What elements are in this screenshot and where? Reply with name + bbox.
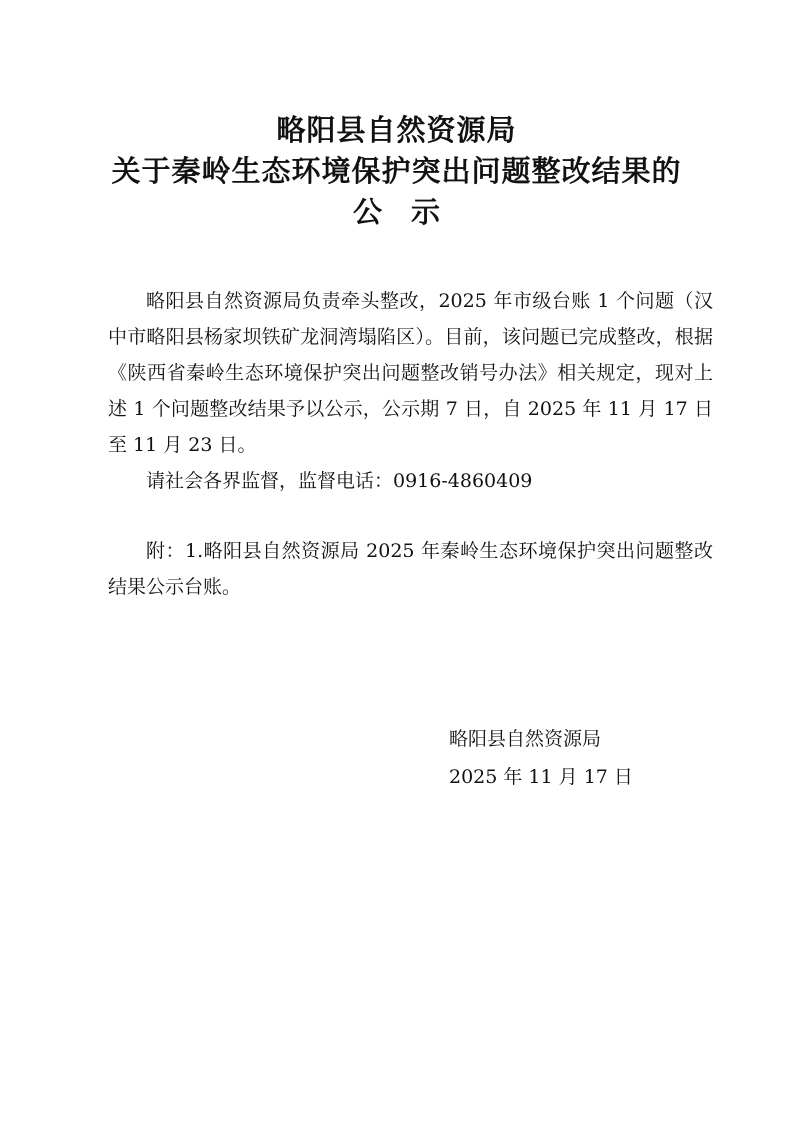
- paragraph-supervision: 请社会各界监督，监督电话：0916-4860409: [146, 470, 533, 492]
- signature-date: 2025 年 11 月 17 日: [449, 766, 633, 788]
- title-line-2: 关于秦岭生态环境保护突出问题整改结果的: [111, 154, 682, 188]
- paragraph-main: 略阳县自然资源局负责牵头整改，2025 年市级台账 1 个问题（汉中市略阳县杨家坝铁矿龙洞湾塌陷区）。目前，该问题已完成整改，根据《陕西省秦岭生态环境保护突出问题整改销号办法》相关规定，现对上述 1 个问题整改结果予以公示，公示期 7 日，自 2025 年 11 月 17 日至 11 月 23 日。: [108, 290, 713, 456]
- title-line-3: 公 示: [352, 195, 440, 229]
- signature-block: [449, 720, 633, 796]
- title-line-1: 略阳县自然资源局: [276, 113, 517, 147]
- signature-organization: 略阳县自然资源局: [449, 728, 602, 750]
- document-body: [108, 283, 713, 605]
- paragraph-attachment: 附：1.略阳县自然资源局 2025 年秦岭生态环境保护突出问题整改结果公示台账。: [108, 540, 713, 598]
- document-title: [0, 110, 793, 233]
